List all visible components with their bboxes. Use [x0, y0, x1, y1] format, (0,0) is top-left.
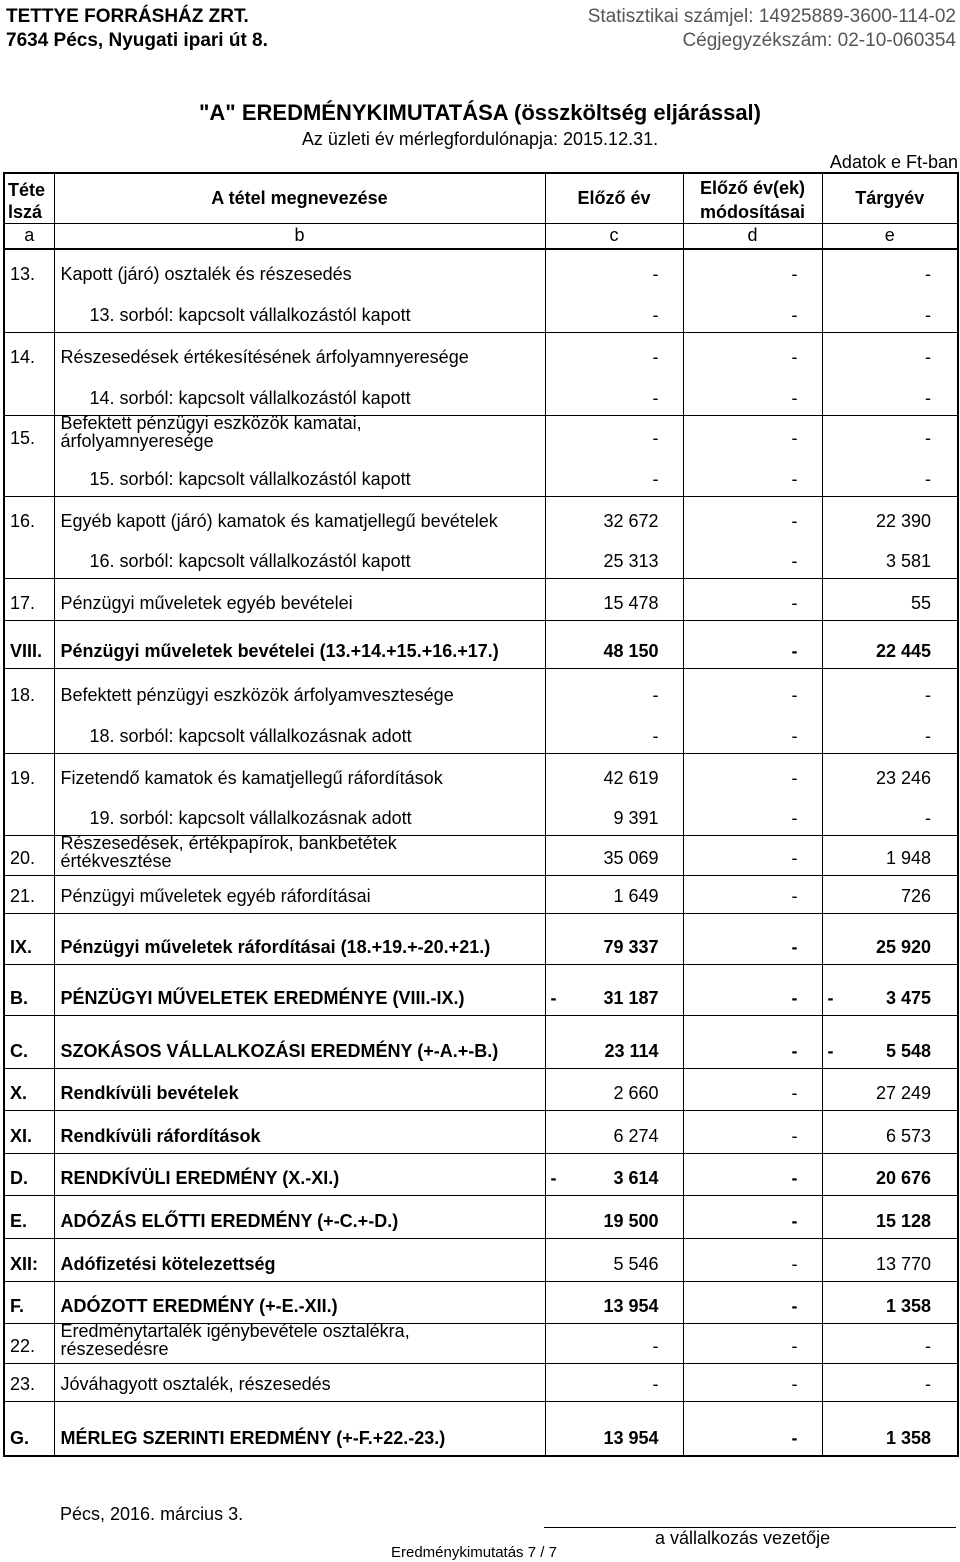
row-name: 13. sorból: kapcsolt vállalkozástól kapott — [54, 291, 545, 332]
cur-value: 22 390 — [875, 511, 931, 531]
row-modification: - — [683, 1323, 822, 1363]
row-modification: - — [683, 496, 822, 538]
row-modification: - — [683, 1110, 822, 1153]
row-modification: - — [683, 1195, 822, 1238]
table-row — [4, 875, 958, 913]
row-prev-year — [545, 835, 683, 875]
table-row — [4, 496, 958, 538]
cur-value: - — [925, 387, 931, 408]
cur-value: 23 246 — [875, 768, 931, 788]
row-current-year — [822, 1238, 958, 1281]
row-name: 16. sorból: kapcsolt vállalkozástól kapott — [54, 538, 545, 578]
cur-value: 5 548 — [885, 1040, 931, 1061]
row-modification: - — [683, 1238, 822, 1281]
cur-value: - — [925, 1373, 931, 1394]
row-name: Egyéb kapott (járó) kamatok és kamatjellegű bevételek — [54, 496, 545, 538]
row-name-line1: Részesedések, értékpapírok, bankbetétek — [60, 832, 397, 853]
row-current-year — [822, 291, 958, 332]
row-prev-year — [545, 753, 683, 795]
row-code: 14. — [4, 332, 54, 374]
row-name — [54, 1320, 545, 1363]
prev-value: 32 672 — [603, 511, 659, 531]
table-row — [4, 668, 958, 712]
row-modification: - — [683, 415, 822, 455]
row-current-year — [822, 538, 958, 578]
reg-no: Cégjegyzékszám: 02-10-060354 — [682, 30, 956, 51]
row-name: Befektett pénzügyi eszközök árfolyamvesztesége — [54, 668, 545, 712]
prev-value: 23 114 — [604, 1040, 659, 1061]
row-name: Kapott (járó) osztalék és részesedés — [54, 249, 545, 291]
row-prev-year — [545, 1110, 683, 1153]
row-prev-year — [545, 795, 683, 835]
row-prev-year — [545, 332, 683, 374]
row-code: 23. — [4, 1363, 54, 1401]
row-name: SZOKÁSOS VÁLLALKOZÁSI EREDMÉNY (+-A.+-B.) — [54, 1015, 545, 1068]
row-code — [4, 374, 54, 415]
row-name: 14. sorból: kapcsolt vállalkozástól kapott — [54, 374, 545, 415]
row-current-year — [822, 620, 958, 668]
row-name-line2: árfolyamnyeresége — [60, 431, 214, 451]
prev-value: 3 614 — [613, 1167, 659, 1188]
prev-value: - — [652, 725, 659, 746]
row-name — [54, 412, 545, 455]
cur-value: 55 — [910, 592, 931, 613]
row-current-year — [822, 913, 958, 964]
row-code: 13. — [4, 249, 54, 291]
cur-sign: - — [827, 1040, 834, 1061]
prev-value: 15 478 — [603, 592, 659, 613]
row-modification: - — [683, 1363, 822, 1401]
cur-value: - — [925, 304, 931, 325]
prev-value: 79 337 — [603, 936, 659, 957]
stat-id: Statisztikai számjel: 14925889-3600-114-02 — [587, 6, 956, 27]
table-row — [4, 1195, 958, 1238]
cur-value: 1 948 — [885, 847, 931, 868]
col-head-name: A tétel megnevezése — [54, 173, 545, 223]
row-prev-year — [545, 538, 683, 578]
place-date: Pécs, 2016. március 3. — [60, 1504, 244, 1524]
row-modification: - — [683, 538, 822, 578]
cur-value: 1 358 — [885, 1295, 931, 1316]
row-modification: - — [683, 835, 822, 875]
row-prev-year — [545, 415, 683, 455]
row-current-year — [822, 1153, 958, 1195]
prev-value: 19 500 — [603, 1210, 659, 1231]
cur-value: - — [925, 428, 931, 448]
table-row — [4, 1238, 958, 1281]
row-prev-year — [545, 668, 683, 712]
row-current-year — [822, 1323, 958, 1363]
prev-value: - — [652, 685, 659, 705]
row-current-year — [822, 1110, 958, 1153]
row-name: ADÓZÁS ELŐTTI EREDMÉNY (+-C.+-D.) — [54, 1195, 545, 1238]
row-current-year — [822, 1363, 958, 1401]
letter-row — [4, 223, 958, 249]
row-modification: - — [683, 668, 822, 712]
cur-value: 6 573 — [885, 1125, 931, 1146]
row-code: 22. — [4, 1323, 54, 1363]
row-code: IX. — [4, 913, 54, 964]
row-name: ADÓZOTT EREDMÉNY (+-E.-XII.) — [54, 1281, 545, 1323]
row-modification: - — [683, 249, 822, 291]
row-name: Rendkívüli bevételek — [54, 1068, 545, 1110]
row-name: Fizetendő kamatok és kamatjellegű ráfordítások — [54, 753, 545, 795]
prev-value: 13 954 — [603, 1428, 659, 1448]
row-name: RENDKÍVÜLI EREDMÉNY (X.-XI.) — [54, 1153, 545, 1195]
row-modification: - — [683, 753, 822, 795]
row-code: 15. — [4, 415, 54, 455]
row-current-year — [822, 1068, 958, 1110]
col-head-mods: Előző év(ek) módosításai — [683, 173, 822, 223]
row-current-year — [822, 668, 958, 712]
row-name — [54, 832, 545, 875]
cur-value: 27 249 — [875, 1082, 931, 1103]
row-name: PÉNZÜGYI MŰVELETEK EREDMÉNYE (VIII.-IX.) — [54, 964, 545, 1015]
row-name: Jóváhagyott osztalék, részesedés — [54, 1363, 545, 1401]
table-row — [4, 455, 958, 496]
row-modification: - — [683, 913, 822, 964]
row-prev-year — [545, 913, 683, 964]
row-name: Pénzügyi műveletek ráfordításai (18.+19.+-20.+21.) — [54, 913, 545, 964]
row-modification: - — [683, 875, 822, 913]
row-name: 15. sorból: kapcsolt vállalkozástól kapott — [54, 455, 545, 496]
row-current-year — [822, 455, 958, 496]
table-row — [4, 249, 958, 291]
row-current-year — [822, 415, 958, 455]
row-modification: - — [683, 1153, 822, 1195]
row-name: 18. sorból: kapcsolt vállalkozásnak adott — [54, 712, 545, 753]
prev-value: 9 391 — [613, 807, 659, 828]
row-code: D. — [4, 1153, 54, 1195]
cur-value: - — [925, 468, 931, 489]
prev-value: - — [652, 387, 659, 408]
row-prev-year — [545, 1323, 683, 1363]
prev-value: - — [652, 468, 659, 489]
prev-value: - — [652, 428, 659, 448]
table-row — [4, 1068, 958, 1110]
page-subtitle: Az üzleti év mérlegfordulónapja: 2015.12.31. — [301, 129, 659, 149]
cur-value: 15 128 — [875, 1210, 931, 1231]
row-current-year — [822, 753, 958, 795]
row-current-year — [822, 332, 958, 374]
col-head-current: Tárgyév — [822, 173, 958, 223]
prev-sign: - — [550, 987, 557, 1008]
row-prev-year — [545, 1195, 683, 1238]
row-current-year — [822, 795, 958, 835]
company-address: 7634 Pécs, Nyugati ipari út 8. — [6, 30, 268, 51]
row-prev-year — [545, 249, 683, 291]
cur-value: - — [925, 264, 931, 284]
prev-value: 5 546 — [613, 1253, 659, 1274]
cur-value: 726 — [900, 885, 931, 906]
row-code: B. — [4, 964, 54, 1015]
table-row — [4, 578, 958, 620]
row-current-year — [822, 875, 958, 913]
prev-value: 1 649 — [613, 885, 659, 906]
row-modification: - — [683, 578, 822, 620]
row-prev-year — [545, 1401, 683, 1456]
row-name-line2: részesedésre — [60, 1338, 169, 1359]
row-code: E. — [4, 1195, 54, 1238]
row-name-line2: értékvesztése — [60, 850, 172, 871]
row-modification: - — [683, 1281, 822, 1323]
table-row — [4, 1323, 958, 1363]
row-code: G. — [4, 1401, 54, 1456]
row-modification: - — [683, 291, 822, 332]
col-head-prev: Előző év — [545, 173, 683, 223]
col-letter-a: a — [4, 223, 54, 249]
row-modification: - — [683, 1401, 822, 1456]
col-letter-c: c — [545, 223, 683, 249]
cur-value: - — [925, 685, 931, 705]
row-code: VIII. — [4, 620, 54, 668]
row-modification: - — [683, 455, 822, 496]
table-row — [4, 1281, 958, 1323]
row-current-year — [822, 835, 958, 875]
prev-value: 42 619 — [603, 768, 659, 788]
row-name-line1: Eredménytartalék igénybevétele osztalékra, — [60, 1320, 410, 1341]
table-row — [4, 415, 958, 455]
row-prev-year — [545, 1238, 683, 1281]
cur-value: 13 770 — [875, 1253, 931, 1274]
prev-value: 13 954 — [603, 1295, 659, 1316]
table-row — [4, 964, 958, 1015]
prev-value: - — [652, 264, 659, 284]
prev-value: 35 069 — [603, 847, 659, 868]
row-name: Adófizetési kötelezettség — [54, 1238, 545, 1281]
row-name: 19. sorból: kapcsolt vállalkozásnak adott — [54, 795, 545, 835]
cur-value: 3 475 — [885, 987, 931, 1008]
table-row — [4, 1110, 958, 1153]
row-code: XII: — [4, 1238, 54, 1281]
prev-value: 25 313 — [603, 550, 659, 571]
table-row — [4, 1363, 958, 1401]
page-title: "A" EREDMÉNYKIMUTATÁSA (összköltség eljárással) — [198, 100, 761, 125]
cur-sign: - — [827, 987, 834, 1008]
row-code: F. — [4, 1281, 54, 1323]
row-name: MÉRLEG SZERINTI EREDMÉNY (+-F.+22.-23.) — [54, 1401, 545, 1456]
row-current-year — [822, 1281, 958, 1323]
cur-value: 1 358 — [885, 1428, 931, 1448]
row-code — [4, 455, 54, 496]
row-modification: - — [683, 712, 822, 753]
row-name: Pénzügyi műveletek egyéb bevételei — [54, 578, 545, 620]
row-current-year — [822, 712, 958, 753]
row-name: Rendkívüli ráfordítások — [54, 1110, 545, 1153]
prev-value: 48 150 — [603, 640, 659, 661]
row-prev-year — [545, 1281, 683, 1323]
cur-value: 3 581 — [885, 550, 931, 571]
row-modification: - — [683, 795, 822, 835]
row-prev-year — [545, 964, 683, 1015]
table-row — [4, 795, 958, 835]
prev-value: - — [652, 304, 659, 325]
row-code: X. — [4, 1068, 54, 1110]
row-current-year — [822, 1401, 958, 1456]
row-modification: - — [683, 1015, 822, 1068]
row-code: XI. — [4, 1110, 54, 1153]
prev-value: - — [652, 347, 659, 367]
row-prev-year — [545, 496, 683, 538]
row-code: 21. — [4, 875, 54, 913]
row-code: 20. — [4, 835, 54, 875]
table-row — [4, 913, 958, 964]
prev-sign: - — [550, 1167, 557, 1188]
table-row — [4, 538, 958, 578]
table-row — [4, 712, 958, 753]
row-current-year — [822, 1015, 958, 1068]
signature-label: a vállalkozás vezetője — [655, 1528, 831, 1548]
row-prev-year — [545, 578, 683, 620]
row-prev-year — [545, 712, 683, 753]
table-row — [4, 374, 958, 415]
row-current-year — [822, 374, 958, 415]
row-prev-year — [545, 1015, 683, 1068]
prev-value: 6 274 — [613, 1125, 659, 1146]
unit-note: Adatok e Ft-ban — [829, 152, 958, 172]
cur-value: - — [925, 807, 931, 828]
row-code — [4, 795, 54, 835]
row-prev-year — [545, 875, 683, 913]
prev-value: - — [652, 1335, 659, 1356]
table-row — [4, 291, 958, 332]
table-row — [4, 1401, 958, 1456]
cur-value: 20 676 — [875, 1167, 931, 1188]
page-label: Eredménykimutatás 7 / 7 — [391, 1544, 557, 1561]
row-current-year — [822, 496, 958, 538]
row-modification: - — [683, 332, 822, 374]
table-row — [4, 620, 958, 668]
row-current-year — [822, 249, 958, 291]
prev-value: 31 187 — [603, 987, 659, 1008]
row-modification: - — [683, 620, 822, 668]
row-prev-year — [545, 620, 683, 668]
row-name: Részesedések értékesítésének árfolyamnyeresége — [54, 332, 545, 374]
cur-value: - — [925, 347, 931, 367]
col-letter-b: b — [54, 223, 545, 249]
row-current-year — [822, 1195, 958, 1238]
row-prev-year — [545, 1363, 683, 1401]
row-code — [4, 291, 54, 332]
row-current-year — [822, 578, 958, 620]
col-head-item-no: Téte lszá — [4, 173, 54, 223]
row-prev-year — [545, 1068, 683, 1110]
row-code — [4, 538, 54, 578]
table-row — [4, 332, 958, 374]
row-name: Pénzügyi műveletek egyéb ráfordításai — [54, 875, 545, 913]
prev-value: - — [652, 1373, 659, 1394]
cur-value: 25 920 — [875, 936, 931, 957]
row-current-year — [822, 964, 958, 1015]
header-row — [4, 173, 958, 223]
row-code: C. — [4, 1015, 54, 1068]
row-code — [4, 712, 54, 753]
prev-value: 2 660 — [613, 1082, 659, 1103]
table-row — [4, 835, 958, 875]
row-prev-year — [545, 374, 683, 415]
cur-value: 22 445 — [875, 640, 931, 661]
row-modification: - — [683, 964, 822, 1015]
row-prev-year — [545, 455, 683, 496]
col-letter-e: e — [822, 223, 958, 249]
row-prev-year — [545, 1153, 683, 1195]
table-row — [4, 1015, 958, 1068]
row-modification: - — [683, 374, 822, 415]
table-row — [4, 753, 958, 795]
table-row — [4, 1153, 958, 1195]
income-statement-table — [3, 172, 959, 1457]
company-name: TETTYE FORRÁSHÁZ ZRT. — [6, 6, 249, 27]
cur-value: - — [925, 725, 931, 746]
row-code: 19. — [4, 753, 54, 795]
row-name: Pénzügyi műveletek bevételei (13.+14.+15.+16.+17.) — [54, 620, 545, 668]
row-code: 16. — [4, 496, 54, 538]
cur-value: - — [925, 1335, 931, 1356]
row-prev-year — [545, 291, 683, 332]
row-name-line1: Befektett pénzügyi eszközök kamatai, — [60, 412, 362, 433]
row-modification: - — [683, 1068, 822, 1110]
row-code: 18. — [4, 668, 54, 712]
col-letter-d: d — [683, 223, 822, 249]
row-code: 17. — [4, 578, 54, 620]
